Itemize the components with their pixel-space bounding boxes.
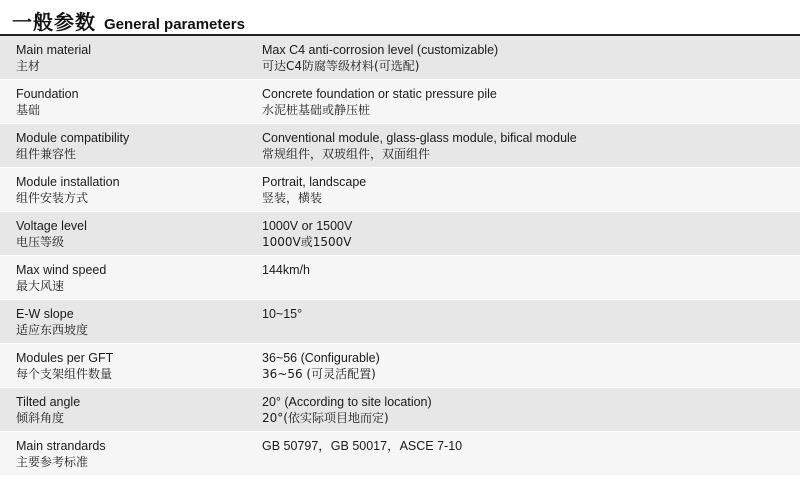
parameter-label-en: Modules per GFT: [16, 351, 114, 365]
parameter-value-en: 144km/h: [262, 263, 310, 277]
section-title-zh: 一般参数: [12, 10, 96, 34]
parameter-value-cell: [262, 212, 800, 255]
table-row: [0, 36, 800, 80]
parameter-value-en: Max C4 anti-corrosion level (customizable): [262, 43, 499, 57]
parameter-value-zh: 水泥桩基础或静压桩: [262, 103, 371, 117]
parameter-label-en: Module compatibility: [16, 131, 130, 145]
parameter-label-en: Module installation: [16, 175, 120, 189]
parameter-value-cell: [262, 36, 800, 79]
parameter-value-cell: [262, 432, 800, 475]
parameter-value-cell: [262, 80, 800, 123]
parameter-label-zh: 倾斜角度: [16, 411, 65, 425]
parameter-label-en: E-W slope: [16, 307, 74, 321]
parameter-value-en: GB 50797，GB 50017，ASCE 7-10: [262, 439, 463, 453]
parameter-label-en: Max wind speed: [16, 263, 107, 277]
table-row: [0, 344, 800, 388]
parameter-value-cell: [262, 388, 800, 431]
parameter-value-en: 20° (According to site location): [262, 395, 432, 409]
parameter-label-en: Main strandards: [16, 439, 106, 453]
parameter-value-zh: 20°(依实际项目地而定): [262, 411, 389, 425]
table-row: [0, 432, 800, 476]
parameter-label-en: Foundation: [16, 87, 79, 101]
parameter-label-cell: [0, 344, 262, 387]
parameter-value-zh: 1000V或1500V: [262, 235, 352, 249]
parameter-value-cell: [262, 300, 800, 343]
parameter-label-en: Voltage level: [16, 219, 87, 233]
table-row: [0, 300, 800, 344]
table-row: [0, 388, 800, 432]
parameter-label-cell: [0, 168, 262, 211]
table-row: [0, 80, 800, 124]
parameter-label-en: Main material: [16, 43, 92, 57]
parameter-label-en: Tilted angle: [16, 395, 81, 409]
table-row: [0, 256, 800, 300]
parameter-label-zh: 组件兼容性: [16, 147, 77, 161]
parameter-label-cell: [0, 124, 262, 167]
parameter-label-zh: 适应东西坡度: [16, 323, 89, 337]
parameter-value-cell: [262, 168, 800, 211]
section-title-en: General parameters: [104, 16, 245, 33]
table-row: [0, 212, 800, 256]
parameter-value-zh: 36~56 (可灵活配置): [262, 367, 376, 381]
parameter-value-en: Conventional module, glass-glass module, bifical module: [262, 131, 577, 145]
section-header: [12, 6, 245, 34]
parameter-value-cell: [262, 124, 800, 167]
parameter-value-zh: 常规组件，双玻组件，双面组件: [262, 147, 431, 161]
parameter-label-cell: [0, 256, 262, 299]
parameter-label-zh: 电压等级: [16, 235, 65, 249]
parameter-label-zh: 最大风速: [16, 279, 65, 293]
parameter-value-zh: 竖装，横装: [262, 191, 323, 205]
parameter-value-en: 36~56 (Configurable): [262, 351, 380, 365]
parameter-label-cell: [0, 388, 262, 431]
parameter-label-zh: 主要参考标准: [16, 455, 89, 469]
parameter-label-zh: 每个支架组件数量: [16, 367, 113, 381]
parameter-label-cell: [0, 36, 262, 79]
parameter-label-cell: [0, 212, 262, 255]
parameter-value-en: Concrete foundation or static pressure pile: [262, 87, 497, 101]
parameters-table: [0, 36, 800, 476]
parameter-label-cell: [0, 80, 262, 123]
table-row: [0, 124, 800, 168]
parameter-label-zh: 基础: [16, 103, 41, 117]
parameter-value-en: 10~15°: [262, 307, 303, 321]
parameter-value-en: 1000V or 1500V: [262, 219, 353, 233]
parameter-value-en: Portrait, landscape: [262, 175, 367, 189]
table-row: [0, 168, 800, 212]
parameter-value-cell: [262, 256, 800, 299]
parameter-label-zh: 主材: [16, 59, 41, 73]
parameter-label-cell: [0, 300, 262, 343]
parameter-value-zh: 可达C4防腐等级材料(可选配): [262, 59, 420, 73]
parameter-label-zh: 组件安装方式: [16, 191, 89, 205]
parameter-label-cell: [0, 432, 262, 475]
parameter-value-cell: [262, 344, 800, 387]
